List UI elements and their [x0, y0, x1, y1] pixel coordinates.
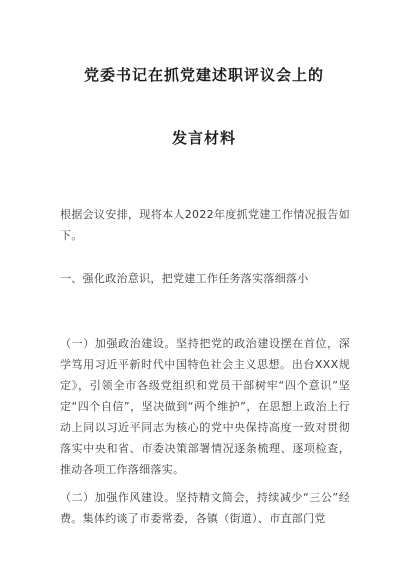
paragraph-intro: 根据会议安排，现将本人2022年度抓党建工作情况报告如下。 — [60, 208, 350, 242]
document-title-line-2: 发言材料 — [171, 129, 236, 147]
section-heading-1: 一、强化政治意识，把党建工作任务落实落细落小 — [60, 272, 309, 285]
paragraph-political-building: （一）加强政治建设。坚持把党的政治建设摆在首位，深学笃用习近平新时代中国特色社会主义思想。出台XXX规定》，引领全市各级党组织和党员干部树牢“四个意识”坚定“四个自信”，坚决做到“两个维护”，在思想上政治上行动上同以习近平同志为核心的党中央保持高度一致对贯彻落实中央和省、市委决策部署情况逐条梳理、逐项检查，推动各项工作落细落实。 — [60, 337, 350, 476]
paragraph-work-style: （二）加强作风建设。坚持精文简会，持续减少“三公”经费。集体约谈了市委常委，各镇（街道）、市直部门党 — [60, 491, 350, 525]
document-title-line-1: 党委书记在抓党建述职评议会上的 — [83, 66, 324, 84]
